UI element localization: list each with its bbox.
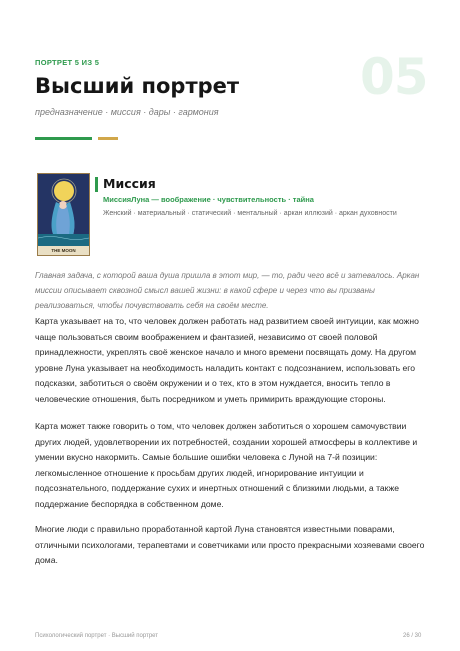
intro-text: Главная задача, с которой ваша душа пришла в этот мир, — то, ради чего всё и затевалось. Аркан миссии описывает сквозной смысл вашей жизни: в какой сфере и через что вы призваны реализоваться, чтобы почувствовать себя на своём месте. [35,271,420,310]
accent-rule-gold [98,137,118,140]
page-title: Высший портрет [35,74,240,98]
mission-title: Миссия [103,176,156,191]
footer-title: Психологический портрет · Высший портрет [35,633,159,639]
body-paragraph: Карта указывает на то, что человек должен работать над развитием своей интуиции, как можно чаще пользоваться своим воображением и фантазией, независимо от своей половой принадлежности, укреплять своё женское начало и много времени посвящать дому. На другом уровне Луна указывает на необходимость наладить контакт с подсознанием, использовать его подсказки, заботиться о своём окружении и о тех, кто в этом нуждается, вносить тепло в человеческие отношения, быть посредником и уметь примирить враждующие стороны. [35,316,419,404]
moon-tarot-card-image [37,173,90,256]
page-subtitle: предназначение · миссия · дары · гармония [35,107,219,117]
body-paragraph: Карта может также говорить о том, что человек должен заботиться о хорошем самочувствии других людей, удовлетворении их потребностей, создании хорошей атмосферы в коллективе и умении вкусно накормить. Самые большие ошибки человека с Луной на 7-й позиции: легкомысленное отношение к просьбам других людей, игнорирование интуиции и подсознательного, поддержание сухих и инертных отношений с близкими людьми, а также поддержание беспорядка в собственном доме. [35,421,418,509]
body-paragraph: Многие люди с правильно проработанной картой Луна становятся известными поварами, отличными психологами, терапевтами и советчиками или просто прекрасными хозяевами своего дома. [35,524,425,565]
mission-tags: Женский · материальный · статический · ментальный · аркан иллюзий · аркан духовности [103,210,397,217]
section-number: 05 [360,48,428,106]
page-number: 26 / 30 [403,633,422,639]
card-image-label: THE MOON [51,248,76,253]
accent-rule-green [35,137,92,140]
section-kicker: ПОРТРЕТ 5 ИЗ 5 [35,58,100,67]
mission-accent-bar [95,177,98,192]
mission-keywords: МиссияЛуна — воображение · чувствительность · тайна [103,195,314,204]
